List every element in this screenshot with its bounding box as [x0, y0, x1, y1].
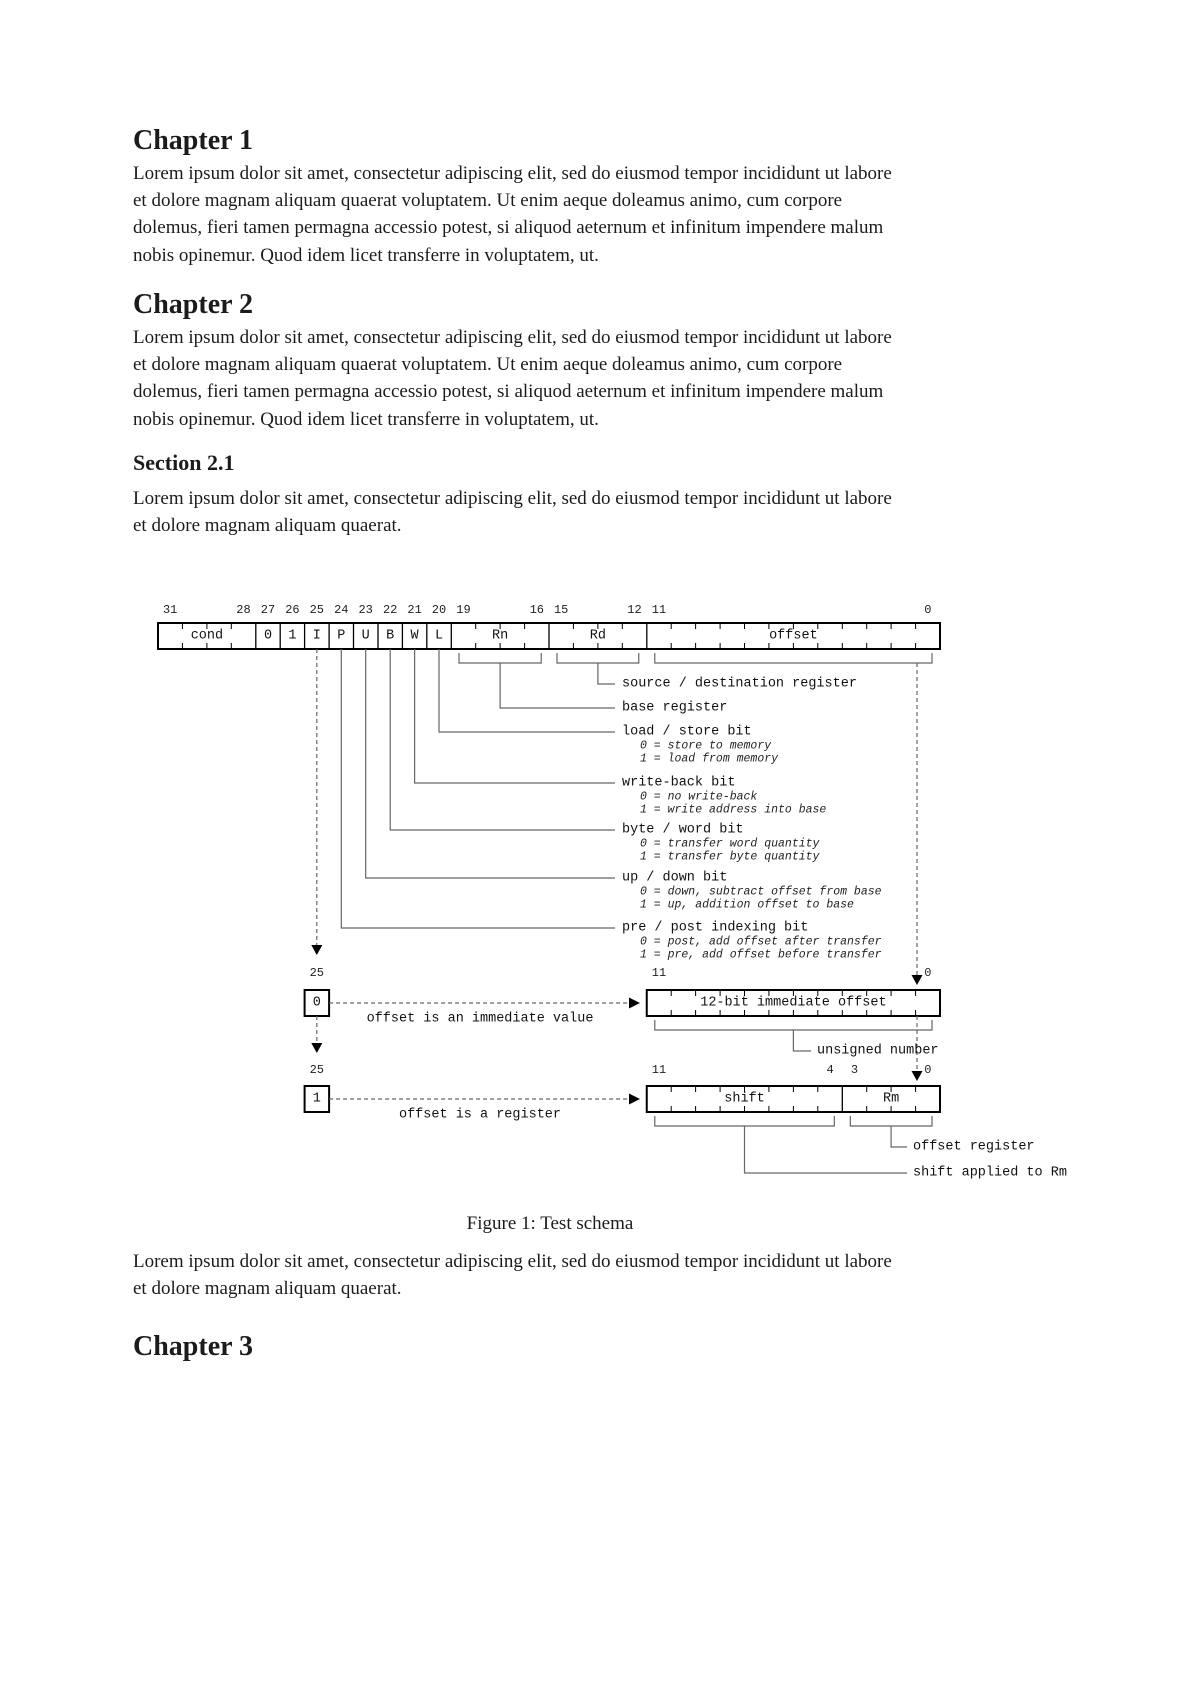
bit-index-label: 25	[309, 1063, 324, 1077]
shift-field-label: shift	[724, 1091, 765, 1107]
bit-index-label: 4	[826, 1063, 834, 1077]
bit-index-label: 0	[924, 1063, 932, 1077]
field-label-P: P	[337, 628, 346, 644]
bit-index-label: 26	[285, 603, 300, 617]
field-label-B: B	[386, 628, 395, 644]
bit-index-label: 12	[627, 603, 642, 617]
immediate-arrow-caption: offset is an immediate value	[366, 1011, 594, 1027]
callout-note: 0 = post, add offset after transfer	[640, 935, 882, 949]
callout-byte-word-bit: byte / word bit	[622, 822, 744, 838]
rm-field-label: Rm	[882, 1091, 900, 1107]
paragraph-line: et dolore magnam aliquam quaerat voluptatem. Ut enim aeque doleamus animo, cum corpore	[133, 190, 843, 211]
paragraph-line: nobis opinemur. Quod idem licet transferre in voluptatem, ut.	[133, 409, 599, 430]
callout-note: 0 = down, subtract offset from base	[640, 885, 882, 899]
callout-offset-register: offset register	[913, 1139, 1035, 1155]
bit-index-label: 23	[358, 603, 373, 617]
callout-note: 0 = no write-back	[640, 790, 758, 804]
callout-note: 1 = transfer byte quantity	[640, 850, 820, 864]
paragraph-line: et dolore magnam aliquam quaerat voluptatem. Ut enim aeque doleamus animo, cum corpore	[133, 354, 843, 375]
bit-index-label: 11	[651, 603, 667, 617]
callout-up-down-bit: up / down bit	[622, 870, 728, 886]
immediate-selector-value: 0	[312, 995, 321, 1011]
field-label-Rn: Rn	[491, 628, 509, 644]
callout-unsigned-number: unsigned number	[817, 1043, 939, 1059]
bit-index-label: 19	[456, 603, 471, 617]
callout-note: 1 = load from memory	[640, 752, 779, 766]
callout-note: 1 = pre, add offset before transfer	[640, 948, 882, 962]
paragraph-line: dolemus, fieri tamen permagna accessio potest, si aliquod aeternum et infinitum impendere malum	[133, 381, 884, 402]
field-label-L: L	[434, 628, 444, 644]
paragraph-line: Lorem ipsum dolor sit amet, consectetur adipiscing elit, sed do eiusmod tempor incididunt ut labore	[133, 327, 892, 348]
callout-source-destination-register: source / destination register	[622, 676, 857, 692]
field-label-Rd: Rd	[589, 628, 606, 644]
chapter-1-heading: Chapter 1	[133, 125, 254, 156]
bit-index-label: 24	[334, 603, 349, 617]
field-label-W: W	[410, 628, 419, 644]
bit-index-label: 25	[309, 603, 324, 617]
figure-caption: Figure 1: Test schema	[466, 1213, 634, 1234]
bit-index-label: 25	[309, 966, 324, 980]
bit-index-label: 31	[162, 603, 178, 617]
register-arrow-caption: offset is a register	[398, 1107, 562, 1123]
bit-index-label: 0	[924, 603, 932, 617]
immediate-offset-register-label: 12-bit immediate offset	[700, 995, 887, 1011]
field-label-I: I	[312, 628, 321, 644]
bit-index-label: 0	[924, 966, 932, 980]
paragraph-line: et dolore magnam aliquam quaerat.	[133, 515, 402, 536]
bit-index-label: 27	[260, 603, 276, 617]
bit-index-label: 3	[850, 1063, 859, 1077]
callout-note: 1 = up, addition offset to base	[640, 898, 854, 912]
figure-connector-lines	[0, 600, 1191, 1190]
callout-note: 0 = store to memory	[640, 739, 772, 753]
bit-index-label: 28	[236, 603, 251, 617]
paragraph-line: Lorem ipsum dolor sit amet, consectetur adipiscing elit, sed do eiusmod tempor incididunt ut labore	[133, 163, 892, 184]
paragraph-line: Lorem ipsum dolor sit amet, consectetur adipiscing elit, sed do eiusmod tempor incididunt ut labore	[133, 1251, 892, 1272]
bit-index-label: 22	[382, 603, 398, 617]
field-label-cond: cond	[190, 628, 224, 644]
bit-index-label: 20	[431, 603, 447, 617]
paragraph-line: dolemus, fieri tamen permagna accessio potest, si aliquod aeternum et infinitum impendere malum	[133, 217, 884, 238]
field-label-offset: offset	[769, 628, 818, 644]
callout-note: 1 = write address into base	[640, 803, 827, 817]
bit-index-label: 15	[553, 603, 569, 617]
callout-pre-post-indexing-bit: pre / post indexing bit	[622, 920, 809, 936]
register-selector-value: 1	[312, 1091, 321, 1107]
callout-base-register: base register	[622, 700, 728, 716]
bit-index-label: 11	[651, 1063, 667, 1077]
field-label-const1: 1	[288, 628, 297, 644]
callout-write-back-bit: write-back bit	[622, 775, 736, 791]
instruction-encoding-figure	[0, 600, 1191, 1190]
callout-load-store-bit: load / store bit	[622, 724, 752, 740]
paragraph-line: et dolore magnam aliquam quaerat.	[133, 1278, 402, 1299]
section-2-1-heading: Section 2.1	[133, 450, 235, 475]
callout-note: 0 = transfer word quantity	[640, 837, 820, 851]
chapter-2-heading: Chapter 2	[133, 289, 254, 320]
field-label-const0: 0	[263, 628, 273, 644]
chapter-3-heading: Chapter 3	[133, 1331, 254, 1362]
bit-index-label: 11	[651, 966, 667, 980]
paragraph-line: nobis opinemur. Quod idem licet transferre in voluptatem, ut.	[133, 245, 599, 266]
bit-index-label: 21	[407, 603, 422, 617]
callout-shift-applied-to-rm: shift applied to Rm	[913, 1165, 1067, 1181]
paragraph-line: Lorem ipsum dolor sit amet, consectetur adipiscing elit, sed do eiusmod tempor incididunt ut labore	[133, 488, 892, 509]
bit-index-label: 16	[529, 603, 544, 617]
field-label-U: U	[361, 628, 370, 644]
